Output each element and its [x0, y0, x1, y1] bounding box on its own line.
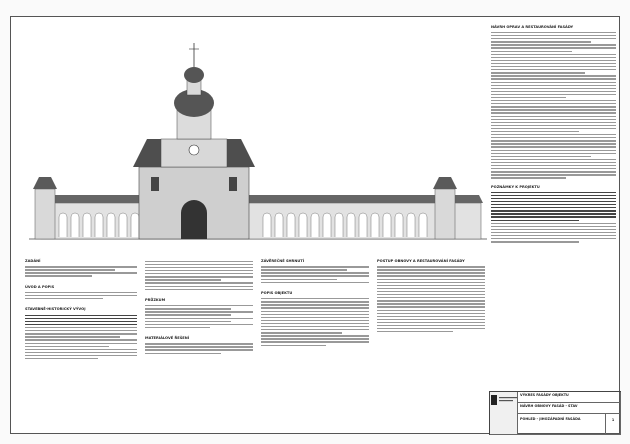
arcade-arch [71, 213, 79, 237]
arcade-arch [59, 213, 67, 237]
notes-heading: POZNÁMKY K PROJEKTU [491, 184, 540, 189]
arcade-arch [263, 213, 271, 237]
title-block-subproject [518, 403, 621, 414]
section-heading: POSTUP OBNOVY A RESTAUROVÁNÍ FASÁDY [377, 259, 465, 263]
arcade-arch [131, 213, 139, 237]
arcade-arch [407, 213, 415, 237]
arcade-arch [347, 213, 355, 237]
section-heading: MATERIÁLOVÉ ŘEŠENÍ [145, 336, 190, 341]
arcade-arch [335, 213, 343, 237]
title-block [489, 391, 621, 435]
arcade-arch [299, 213, 307, 237]
title-block-sheet-number [606, 414, 621, 435]
sheet-number: 1 [611, 418, 615, 422]
drawing-sheet [10, 16, 620, 434]
arcade-arch [119, 213, 127, 237]
text-column-left [25, 259, 137, 361]
arcade-arch [383, 213, 391, 237]
arcade-arch [311, 213, 319, 237]
arcade-arch [107, 213, 115, 237]
arcade-arch [323, 213, 331, 237]
title-block-project [518, 392, 621, 403]
text-column-mid-left [145, 259, 253, 356]
arcade-arch [95, 213, 103, 237]
project-line-1: VÝKRES FASÁDY OBJEKTU [520, 393, 569, 397]
arcade-arch [359, 213, 367, 237]
text-column-center-right [377, 259, 485, 334]
project-line-2: NÁVRH OBNOVY FASÁD - STAV [520, 404, 578, 408]
arcade-arch [395, 213, 403, 237]
facade-elevation-drawing [11, 17, 489, 253]
section-heading: ZADÁNÍ [25, 259, 41, 263]
drawing-title: POHLED - JIHOZÁPADNÍ FASÁDA [520, 417, 581, 421]
arcade-arch [419, 213, 427, 237]
section-heading: STAVEBNĚ-HISTORICKÝ VÝVOJ [25, 307, 86, 312]
text-column-right-notes [491, 25, 616, 244]
arcade-arch [83, 213, 91, 237]
section-heading: ÚVOD A POPIS [25, 284, 55, 289]
notes-heading: NÁVRH OPRAV A RESTAUROVÁNÍ FASÁDY [491, 25, 574, 29]
text-column-center [261, 259, 369, 348]
section-heading: PRŮZKUM [145, 297, 166, 302]
title-block-drawing-title [518, 414, 606, 435]
company-logo-icon [491, 395, 517, 405]
section-heading: ZÁVĚREČNÉ SHRNUTÍ [261, 259, 305, 263]
arcade-arch [275, 213, 283, 237]
title-block-logo [490, 392, 518, 435]
arcade-arch [287, 213, 295, 237]
arcade-arch [371, 213, 379, 237]
section-heading: POPIS OBJEKTU [261, 290, 293, 295]
